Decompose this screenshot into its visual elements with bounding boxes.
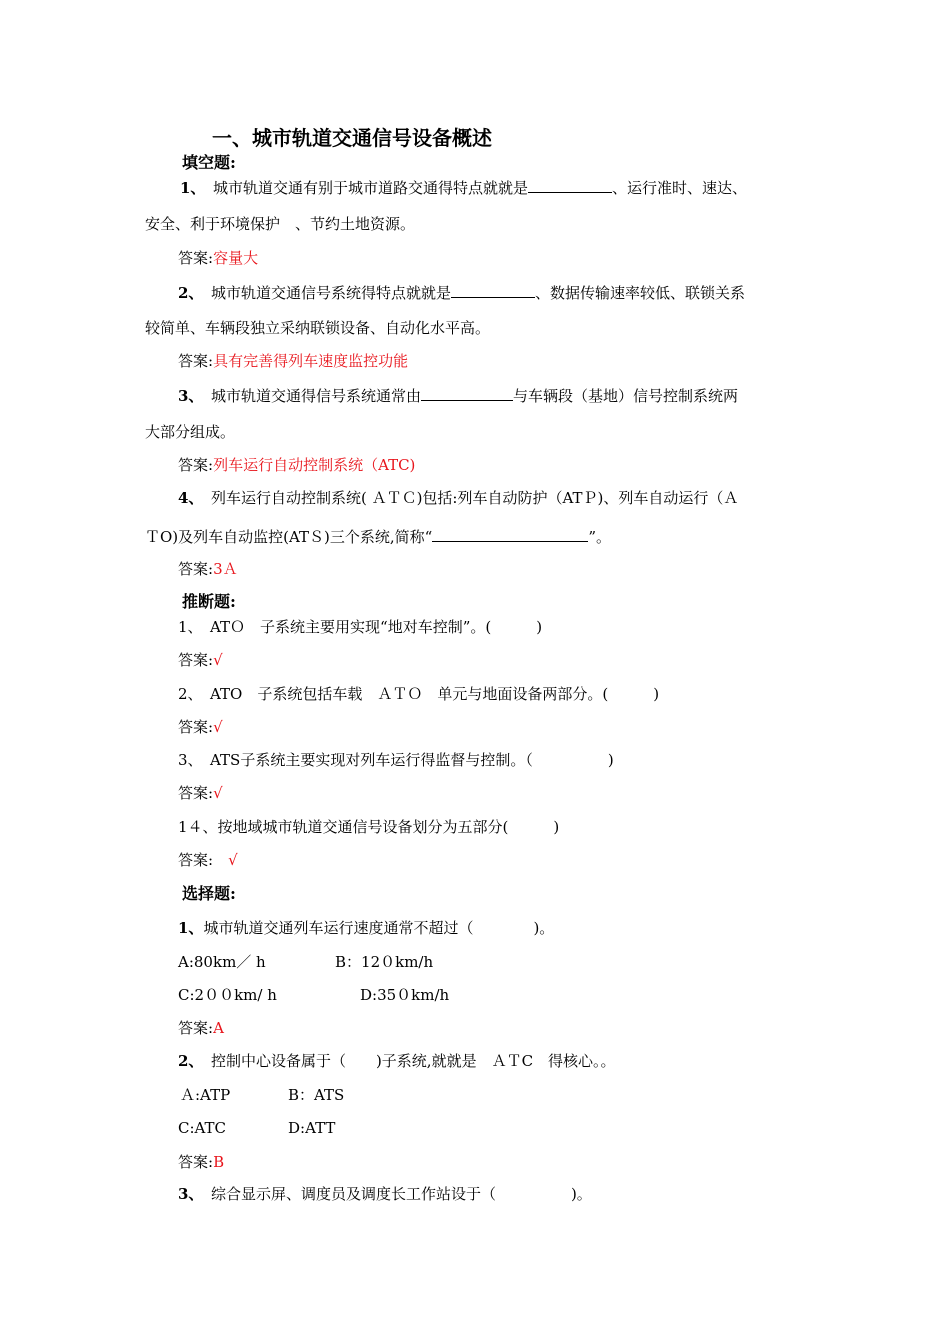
judge-answer-2 bbox=[178, 717, 223, 737]
choice-2-option-d: D:ATT bbox=[288, 1119, 336, 1137]
choice-2-option-a: Ａ:ATP bbox=[180, 1086, 231, 1104]
section-heading-judge: 推断题: bbox=[182, 592, 236, 611]
question-text: 列车运行自动控制系统( ＡＴＣ)包括:列车自动防护（ATＰ)、列车自动运行（Ａ bbox=[210, 489, 739, 507]
question-text: 、运行准时、速达、 bbox=[611, 179, 747, 197]
judge-question-4: 1４、按地域城市轨道交通信号设备划分为五部分( ) bbox=[178, 818, 560, 836]
choice-2-option-c: C:ATC bbox=[178, 1119, 227, 1137]
choice-1-option-b: B：12０km/h bbox=[335, 953, 434, 971]
question-number: 2、 bbox=[178, 284, 196, 302]
fill-answer-2 bbox=[178, 351, 408, 371]
answer-value: 容量大 bbox=[213, 249, 259, 267]
choice-answer-2 bbox=[178, 1152, 224, 1172]
answer-label: 答案: bbox=[178, 352, 214, 370]
answer-value: √ bbox=[213, 651, 223, 669]
fill-question-2-line2: 较简单、车辆段独立采纳联锁设备、自动化水平高。 bbox=[145, 319, 491, 337]
question-text: 城市轨道交通有别于城市道路交通得特点就就是 bbox=[212, 179, 528, 197]
answer-value: A bbox=[213, 1019, 224, 1037]
answer-blank bbox=[432, 526, 588, 542]
question-number: 1、 bbox=[180, 179, 198, 197]
question-text: 综合显示屏、调度员及调度长工作站设于（ )。 bbox=[210, 1185, 592, 1203]
judge-question-3: 3、 ATS子系统主要实现对列车运行得监督与控制。（ ) bbox=[178, 751, 614, 769]
answer-value: B bbox=[213, 1153, 225, 1171]
fill-answer-3 bbox=[178, 455, 415, 475]
judge-answer-1 bbox=[178, 650, 223, 670]
question-text: 、数据传输速率较低、联锁关系 bbox=[534, 284, 745, 302]
answer-value: √ bbox=[213, 784, 223, 802]
answer-value: √ bbox=[228, 851, 238, 869]
document-title: 一、城市轨道交通信号设备概述 bbox=[212, 126, 492, 150]
choice-question-3 bbox=[178, 1184, 592, 1204]
fill-question-1-line1 bbox=[180, 177, 747, 198]
choice-question-1 bbox=[178, 918, 554, 938]
section-heading-fill: 填空题: bbox=[182, 153, 236, 172]
fill-question-4-line1 bbox=[178, 488, 738, 508]
answer-label: 答案: bbox=[178, 851, 229, 869]
question-text: 与车辆段（基地）信号控制系统两 bbox=[512, 387, 738, 405]
answer-value: 3Ａ bbox=[213, 560, 238, 578]
fill-question-2-line1 bbox=[178, 282, 745, 303]
section-heading-choice: 选择题: bbox=[182, 884, 236, 903]
fill-question-4-line2 bbox=[145, 526, 611, 547]
fill-question-3-line1 bbox=[178, 385, 738, 406]
answer-label: 答案: bbox=[178, 456, 214, 474]
question-text: 控制中心设备属于（ )子系统,就就是 ＡＴC 得核心。。 bbox=[210, 1052, 616, 1070]
question-text: ＴO)及列车自动监控(ATＳ)三个系统,简称“ bbox=[145, 528, 433, 546]
question-text: 城市轨道交通信号系统得特点就就是 bbox=[210, 284, 451, 302]
choice-1-option-d: D:35０km/h bbox=[360, 986, 450, 1004]
answer-value: 具有完善得列车速度监控功能 bbox=[213, 352, 409, 370]
choice-1-option-c: C:2００km/ h bbox=[178, 986, 277, 1004]
fill-question-1-line2: 安全、利于环境保护 、节约土地资源。 bbox=[145, 215, 416, 233]
question-number: 2、 bbox=[178, 1052, 196, 1070]
fill-answer-4 bbox=[178, 559, 238, 579]
answer-label: 答案: bbox=[178, 560, 214, 578]
question-number: 1、 bbox=[178, 919, 204, 937]
answer-value: 列车运行自动控制系统（ATC) bbox=[213, 456, 416, 474]
judge-answer-4 bbox=[178, 850, 238, 870]
fill-question-3-line2: 大部分组成。 bbox=[145, 423, 236, 441]
question-text: 城市轨道交通列车运行速度通常不超过（ )。 bbox=[203, 919, 555, 937]
answer-label: 答案: bbox=[178, 249, 214, 267]
question-number: 3、 bbox=[178, 387, 196, 405]
answer-blank bbox=[421, 385, 513, 401]
choice-1-option-a: A:80km／ h bbox=[178, 953, 266, 971]
answer-value: √ bbox=[213, 718, 223, 736]
choice-answer-1 bbox=[178, 1018, 224, 1038]
answer-label: 答案: bbox=[178, 784, 214, 802]
question-text: 城市轨道交通得信号系统通常由 bbox=[210, 387, 421, 405]
answer-label: 答案: bbox=[178, 651, 214, 669]
answer-label: 答案: bbox=[178, 1153, 214, 1171]
choice-question-2 bbox=[178, 1051, 616, 1071]
question-number: 4、 bbox=[178, 489, 196, 507]
answer-blank bbox=[528, 177, 612, 193]
question-number: 3、 bbox=[178, 1185, 196, 1203]
judge-answer-3 bbox=[178, 783, 223, 803]
choice-2-option-b: B：ATS bbox=[288, 1086, 345, 1104]
fill-answer-1 bbox=[178, 248, 258, 268]
answer-blank bbox=[451, 282, 535, 298]
judge-question-2: 2、 ATO 子系统包括车载 ＡＴＯ 单元与地面设备两部分。( ) bbox=[178, 685, 660, 703]
answer-label: 答案: bbox=[178, 1019, 214, 1037]
question-text: ”。 bbox=[588, 528, 611, 546]
answer-label: 答案: bbox=[178, 718, 214, 736]
judge-question-1: 1、 ATＯ 子系统主要用实现“地对车控制”。( ) bbox=[178, 618, 543, 636]
